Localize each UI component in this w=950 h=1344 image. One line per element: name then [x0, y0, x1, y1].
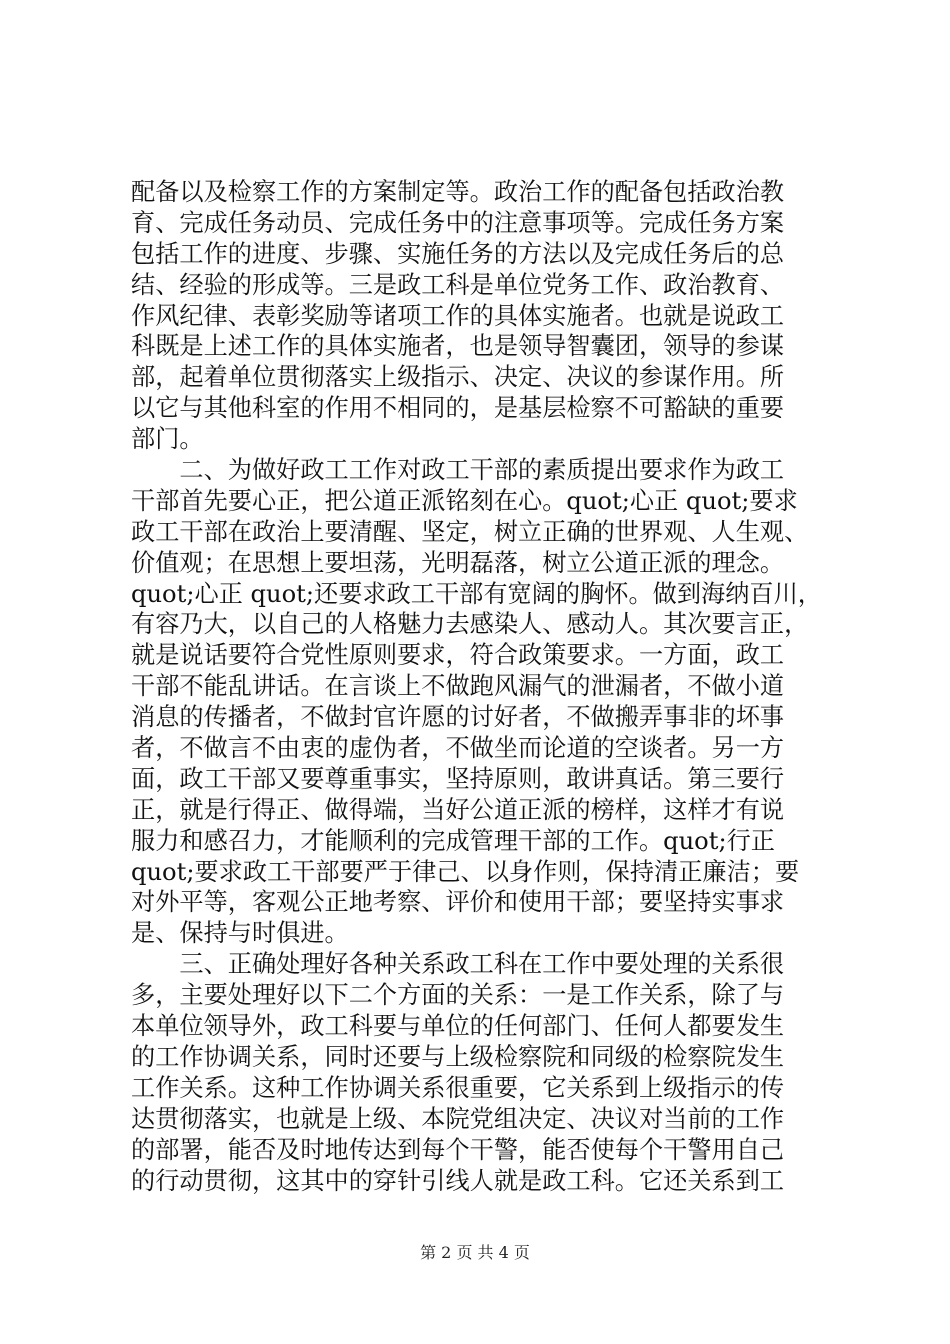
body-text [131, 177, 831, 1196]
text-line: quot;要求政工干部要严于律己、以身作则，保持清正廉洁；要 [131, 857, 800, 886]
text-line: 部，起着单位贯彻落实上级指示、决定、决议的参谋作用。所 [131, 363, 785, 392]
text-line: 结、经验的形成等。三是政工科是单位党务工作、政治教育、 [131, 270, 785, 299]
text-line: 者，不做言不由衷的虚伪者，不做坐而论道的空谈者。另一方 [131, 734, 785, 763]
text-line: 价值观；在思想上要坦荡，光明磊落，树立公道正派的理念。 [131, 548, 785, 577]
text-line: 政工干部在政治上要清醒、坚定，树立正确的世界观、人生观、 [131, 517, 809, 546]
text-line: 干部不能乱讲话。在言谈上不做跑风漏气的泄漏者，不做小道 [131, 672, 785, 701]
text-line: 达贯彻落实，也就是上级、本院党组决定、决议对当前的工作 [131, 1104, 785, 1133]
text-line: 有容乃大，以自己的人格魅力去感染人、感动人。其次要言正， [131, 610, 809, 639]
text-line: 育、完成任务动员、完成任务中的注意事项等。完成任务方案 [131, 208, 785, 237]
text-line: 干部首先要心正，把公道正派铭刻在心。quot;心正 quot;要求 [131, 486, 798, 515]
text-line: 二、为做好政工工作对政工干部的素质提出要求作为政工 [131, 456, 785, 485]
text-line: 的行动贯彻，这其中的穿针引线人就是政工科。它还关系到工 [131, 1166, 785, 1195]
text-line: 服力和感召力，才能顺利的完成管理干部的工作。quot;行正 [131, 826, 775, 855]
text-line: 配备以及检察工作的方案制定等。政治工作的配备包括政治教 [131, 178, 785, 206]
text-line: 对外平等，客观公正地考察、评价和使用干部；要坚持实事求 [131, 888, 785, 917]
text-line: 以它与其他科室的作用不相同的，是基层检察不可豁缺的重要 [131, 394, 785, 423]
text-line: 本单位领导外，政工科要与单位的任何部门、任何人都要发生 [131, 1012, 785, 1041]
text-line: 就是说话要符合党性原则要求，符合政策要求。一方面，政工 [131, 641, 785, 670]
text-line: 三、正确处理好各种关系政工科在工作中要处理的关系很 [131, 950, 785, 979]
text-line: 正，就是行得正、做得端，当好公道正派的榜样，这样才有说 [131, 795, 785, 824]
text-line: 面，政工干部又要尊重事实，坚持原则，敢讲真话。第三要行 [131, 764, 785, 793]
text-line: 的工作协调关系，同时还要与上级检察院和同级的检察院发生 [131, 1042, 785, 1071]
text-line: 消息的传播者，不做封官许愿的讨好者，不做搬弄事非的坏事 [131, 703, 785, 732]
text-line: 是、保持与时俱进。 [131, 919, 349, 948]
text-line: 部门。 [131, 425, 204, 454]
page-number-label: 第 2 页 共 4 页 [420, 1243, 530, 1262]
text-line: 工作关系。这种工作协调关系很重要，它关系到上级指示的传 [131, 1073, 785, 1102]
page-footer [0, 1243, 950, 1263]
text-line: 包括工作的进度、步骤、实施任务的方法以及完成任务后的总 [131, 239, 785, 268]
text-line: quot;心正 quot;还要求政工干部有宽阔的胸怀。做到海纳百川， [131, 579, 822, 608]
text-line: 多，主要处理好以下二个方面的关系：一是工作关系，除了与 [131, 981, 785, 1010]
text-line: 科既是上述工作的具体实施者，也是领导智囊团，领导的参谋 [131, 332, 785, 361]
text-line: 的部署，能否及时地传达到每个干警，能否使每个干警用自己 [131, 1135, 785, 1164]
text-line: 作风纪律、表彰奖励等诸项工作的具体实施者。也就是说政工 [131, 301, 785, 330]
